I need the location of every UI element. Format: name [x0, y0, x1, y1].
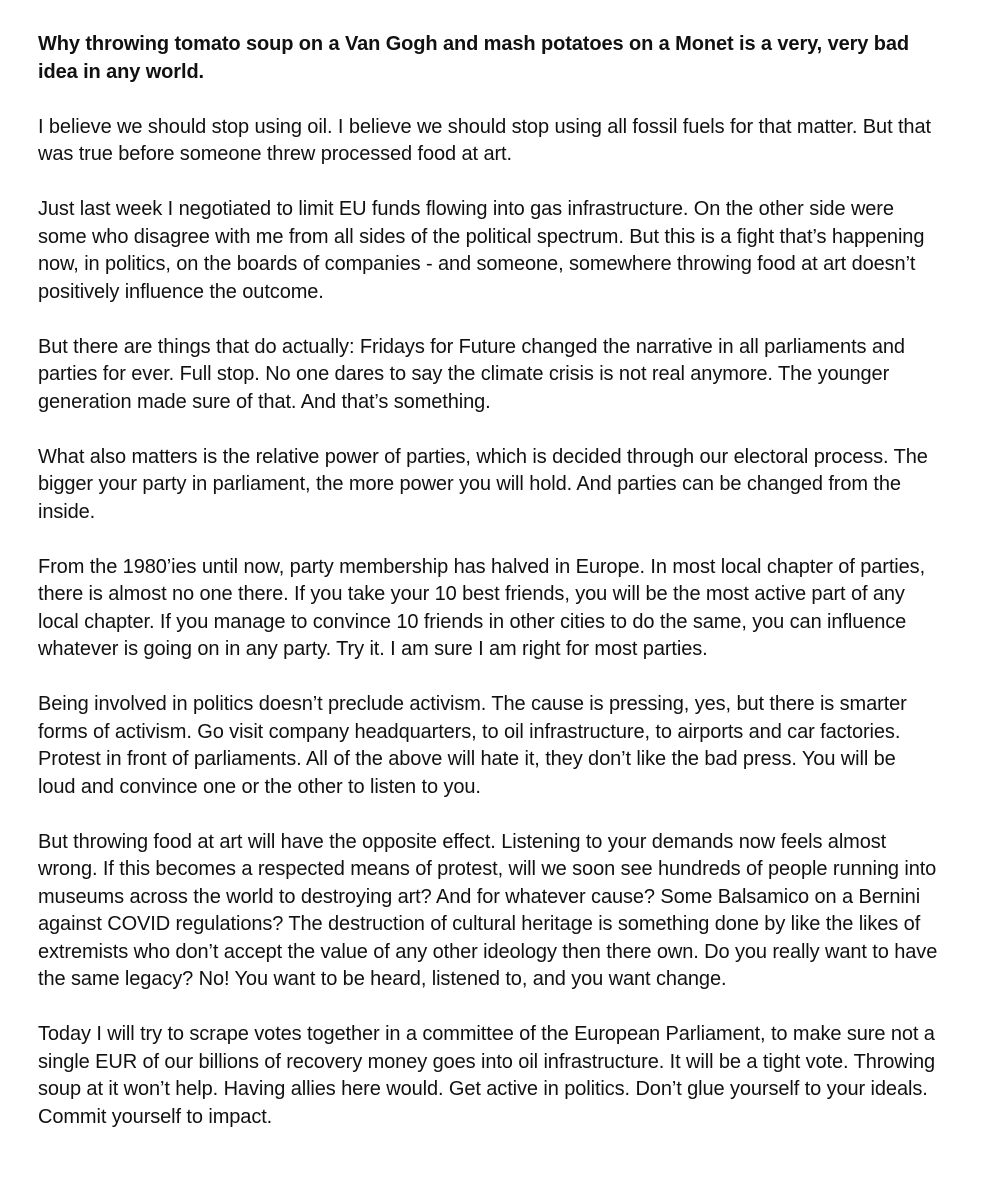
paragraph-3: But there are things that do actually: Fridays for Future changed the narrative in all parliaments and parties for ever. Full stop. No one dares to say the climate crisis is not real anymore. The younger generation made sure of that. And that’s something.: [38, 335, 905, 413]
document-body: [38, 31, 938, 1159]
paragraph-2: Just last week I negotiated to limit EU funds flowing into gas infrastructure. On the other side were some who disagree with me from all sides of the political spectrum. But this is a fight that’s happening now, in politics, on the boards of companies - and someone, somewhere throwing food at art doesn’t positively influence the outcome.: [38, 198, 925, 303]
paragraph-8: Today I will try to scrape votes together in a committee of the European Parliament, to make sure not a single EUR of our billions of recovery money goes into oil infrastructure. It will be a tight vote. Throwing soup at it won’t help. Having allies here would. Get active in politics. Don’t glue yourself to your ideals. Commit yourself to impact.: [38, 1023, 936, 1128]
paragraph-7: But throwing food at art will have the opposite effect. Listening to your demands now feels almost wrong. If this becomes a respected means of protest, will we soon see hundreds of people running into museums across the world to destroying art? And for whatever cause? Some Balsamico on a Bernini against COVID regulations? The destruction of cultural heritage is something done by like the likes of extremists who don’t accept the value of any other ideology then there own. Do you really want to have the same legacy? No! You want to be heard, listened to, and you want change.: [38, 830, 938, 990]
document-title: Why throwing tomato soup on a Van Gogh and mash potatoes on a Monet is a very, very bad idea in any world.: [38, 33, 910, 83]
paragraph-5: From the 1980’ies until now, party membership has halved in Europe. In most local chapter of parties, there is almost no one there. If you take your 10 best friends, you will be the most active part of any local chapter. If you manage to convince 10 friends in other cities to do the same, you can influence whatever is going on in any party. Try it. I am sure I am right for most parties.: [38, 555, 926, 660]
paragraph-6: Being involved in politics doesn’t preclude activism. The cause is pressing, yes, but there is smarter forms of activism. Go visit company headquarters, to oil infrastructure, to airports and car factories. Protest in front of parliaments. All of the above will hate it, they don’t like the bad press. You will be loud and convince one or the other to listen to you.: [38, 693, 907, 798]
paragraph-1: I believe we should stop using oil. I believe we should stop using all fossil fuels for that matter. But that was true before someone threw processed food at art.: [38, 115, 931, 165]
paragraph-4: What also matters is the relative power of parties, which is decided through our electoral process. The bigger your party in parliament, the more power you will hold. And parties can be changed from the inside.: [38, 445, 928, 523]
